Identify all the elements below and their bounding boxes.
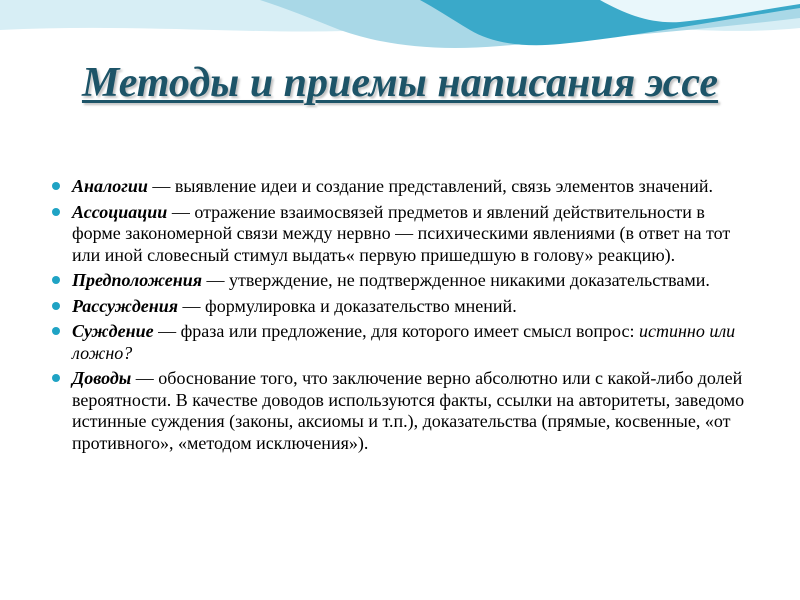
wave-decoration xyxy=(0,0,800,60)
list-item xyxy=(52,270,752,292)
list-item xyxy=(52,176,752,198)
item-term: Предположения xyxy=(72,270,202,290)
list-item xyxy=(52,368,752,454)
list-item xyxy=(52,202,752,267)
item-text: — выявление идеи и создание представлений, связь элементов значений. xyxy=(147,176,714,196)
item-text: — обоснование того, что заключение верно абсолютно или с какой-либо долей вероятности. В качестве доводов используются факты, ссылки на авторитеты, заведомо истинные суждения (законы, аксиомы и т.п.), доказательства (прямые, косвенные, «от противного», «методом исключения»). xyxy=(72,368,745,453)
item-emphasis: истинно или ложно? xyxy=(72,321,736,363)
item-term: Доводы xyxy=(72,368,132,388)
item-text: — фраза или предложение, для которого имеет смысл вопрос: xyxy=(153,321,639,341)
item-text: — утверждение, не подтвержденное никакими доказательствами. xyxy=(202,270,710,290)
bullet-dot xyxy=(52,327,60,335)
bullet-dot xyxy=(52,182,60,190)
item-term: Суждение xyxy=(72,321,154,341)
item-term: Аналогии xyxy=(72,176,148,196)
item-term: Рассуждения xyxy=(72,295,179,316)
list-item xyxy=(52,296,752,318)
bullet-dot xyxy=(52,276,60,284)
bullet-dot xyxy=(52,208,60,216)
bullet-dot xyxy=(52,374,60,382)
slide-title: Методы и приемы написания эссе xyxy=(81,60,719,106)
item-term: Ассоциации xyxy=(72,201,168,222)
bullet-dot xyxy=(52,302,60,310)
list-item xyxy=(52,321,752,364)
item-text: — отражение взаимосвязей предметов и явлений действительности в форме закономерной связи между нервно — психическими явлениями (в ответ на тот или иной словесный стимул выдать« первую пришедшую в голову» реакцию). xyxy=(72,201,731,265)
bullet-list xyxy=(52,176,752,458)
item-text: — формулировка и доказательство мнений. xyxy=(178,295,517,316)
